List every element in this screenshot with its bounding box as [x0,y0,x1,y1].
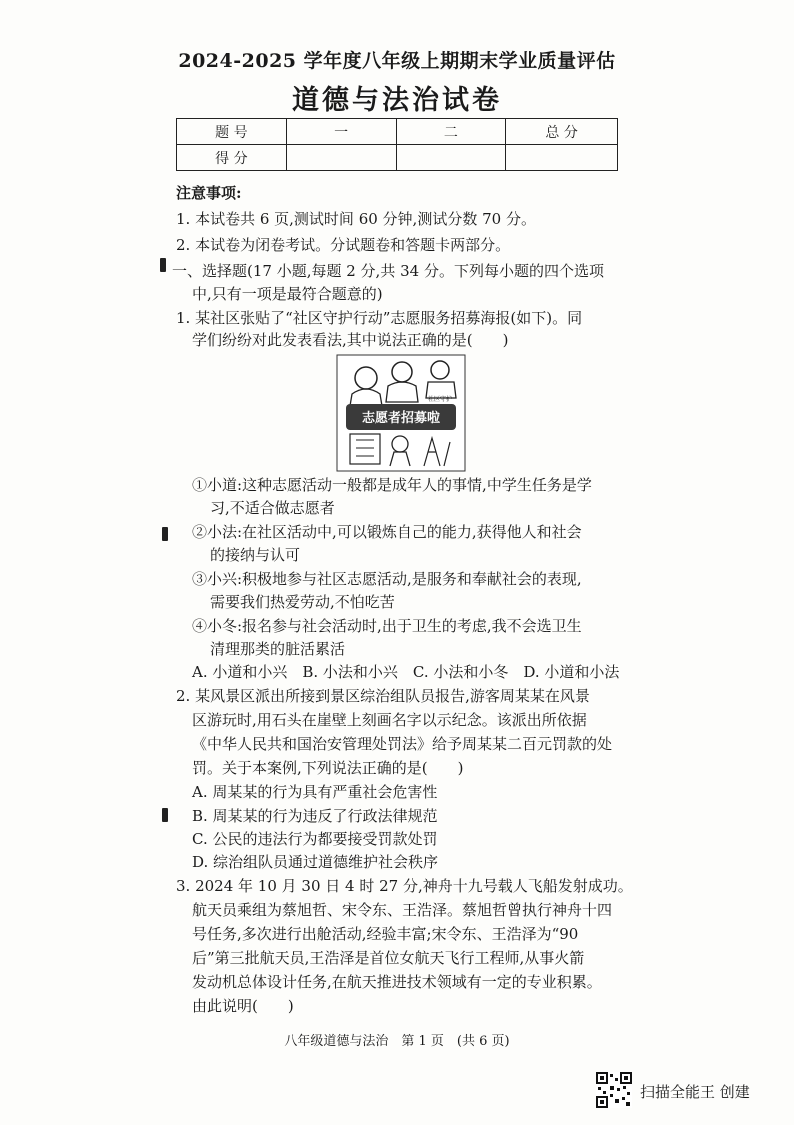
note-item: 1. 本试卷共 6 页,测试时间 60 分钟,测试分数 70 分。 [176,210,536,228]
q1-option-cont: 清理那类的脏活累活 [210,640,346,658]
q2-option-a: A. 周某某的行为具有严重社会危害性 [192,783,438,801]
q1-option: ②小法:在社区活动中,可以锻炼自己的能力,获得他人和社会 [192,523,582,541]
score-cell: 总 分 [506,119,618,145]
score-cell: 二 [396,119,506,145]
q1-stem: 1. 某社区张贴了“社区守护行动”志愿服务招募海报(如下)。同 [176,309,583,327]
score-table-header-row [177,119,618,145]
q1-option: ④小冬:报名参与社会活动时,出于卫生的考虑,我不会选卫生 [192,617,582,635]
q3-stem-cont: 航天员乘组为蔡旭哲、宋令东、王浩泽。蔡旭哲曾执行神舟十四 [192,901,613,919]
q2-option-d: D. 综治组队员通过道德维护社会秩序 [192,853,439,871]
score-cell [396,145,506,171]
exam-title: 2024-2025 学年度八年级上期期末学业质量评估 [178,50,616,72]
q1-choices: A. 小道和小兴 B. 小法和小兴 C. 小法和小冬 D. 小道和小法 [192,663,620,681]
note-item: 2. 本试卷为闭卷考试。分试题卷和答题卡两部分。 [176,236,511,254]
margin-mark [162,527,168,541]
page-footer: 八年级道德与法治 第 1 页 (共 6 页) [284,1034,510,1049]
notes-heading: 注意事项: [176,184,242,202]
score-cell: 得 分 [177,145,287,171]
margin-mark [160,258,166,272]
q2-option-b: B. 周某某的行为违反了行政法律规范 [192,807,438,825]
score-table [176,118,618,171]
score-cell [286,145,396,171]
q3-stem: 3. 2024 年 10 月 30 日 4 时 27 分,神舟十九号载人飞船发射成功。 [176,877,633,895]
section-heading: 一、选择题(17 小题,每题 2 分,共 34 分。下列每小题的四个选项 [172,262,604,280]
q1-option: ③小兴:积极地参与社区志愿活动,是服务和奉献社会的表现, [192,570,582,588]
q1-option-cont: 需要我们热爱劳动,不怕吃苦 [210,593,395,611]
q1-option-cont: 的接纳与认可 [210,546,301,564]
poster-small-label: 社区守护 [427,396,453,403]
score-table-score-row [177,145,618,171]
scanner-watermark: 扫描全能王 创建 [640,1083,750,1101]
subject-title: 道德与法治试卷 [292,85,502,116]
q3-stem-cont: 发动机总体设计任务,在航天推进技术领域有一定的专业积累。 [192,973,602,991]
q3-stem-cont: 号任务,多次进行出舱活动,经验丰富;宋令东、王浩泽为“90 [192,925,579,943]
poster-banner-text: 志愿者招募啦 [361,411,441,426]
q1-option: ①小道:这种志愿活动一般都是成年人的事情,中学生任务是学 [192,476,592,494]
q2-stem: 2. 某风景区派出所接到景区综治组队员报告,游客周某某在风景 [176,687,590,705]
margin-mark [162,808,168,822]
q1-stem-cont: 学们纷纷对此发表看法,其中说法正确的是( ) [192,331,509,349]
q1-option-cont: 习,不适合做志愿者 [210,499,335,517]
volunteer-poster-illustration [336,354,466,472]
score-cell [506,145,618,171]
score-cell: 题 号 [177,119,287,145]
score-cell: 一 [286,119,396,145]
q2-stem-cont: 罚。关于本案例,下列说法正确的是( ) [192,759,464,777]
q3-stem-cont: 由此说明( ) [192,997,294,1015]
q2-option-c: C. 公民的违法行为都要接受罚款处罚 [192,830,438,848]
section-heading-cont: 中,只有一项是最符合题意的) [192,285,383,303]
q2-stem-cont: 区游玩时,用石头在崖壁上刻画名字以示纪念。该派出所依据 [192,711,587,729]
q3-stem-cont: 后”第三批航天员,王浩泽是首位女航天飞行工程师,从事火箭 [192,949,585,967]
qr-code-icon [596,1072,632,1108]
q2-stem-cont: 《中华人民共和国治安管理处罚法》给予周某某二百元罚款的处 [192,735,613,753]
